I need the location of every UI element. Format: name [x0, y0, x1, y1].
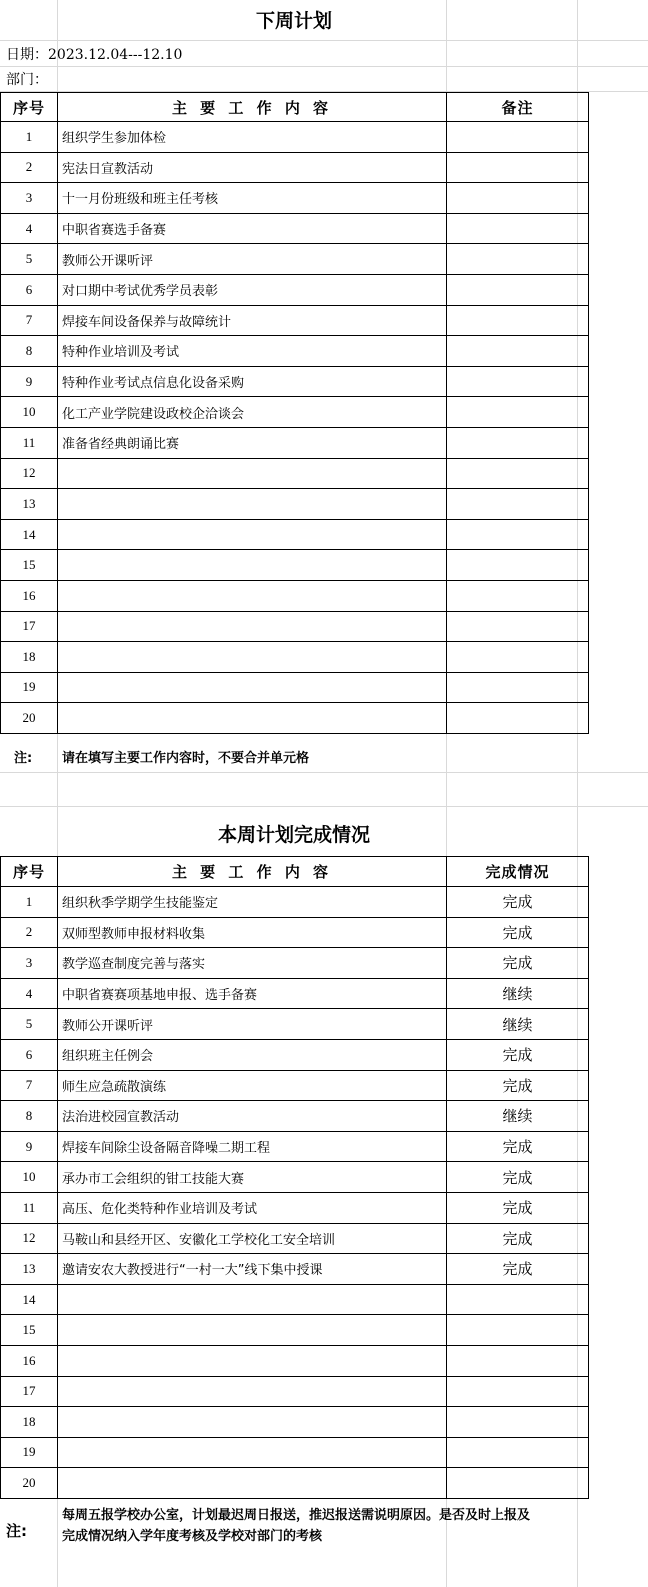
- row-number: 8: [1, 1101, 58, 1132]
- row-content: 双师型教师申报材料收集: [58, 917, 447, 948]
- row-content: 师生应急疏散演练: [58, 1070, 447, 1101]
- table-row: [1, 1039, 589, 1070]
- note-text: [62, 1505, 530, 1547]
- row-content: [58, 1315, 447, 1346]
- header-num: 序号: [1, 857, 58, 887]
- table-row: [1, 1192, 589, 1223]
- row-remark: [447, 703, 589, 734]
- row-status: 完成: [447, 1254, 589, 1285]
- row-number: 12: [1, 458, 58, 489]
- row-status: [447, 1376, 589, 1407]
- table-row: [1, 1101, 589, 1132]
- row-content: [58, 672, 447, 703]
- table-row: [1, 397, 589, 428]
- row-content: 马鞍山和县经开区、安徽化工学校化工安全培训: [58, 1223, 447, 1254]
- row-content: 对口期中考试优秀学员表彰: [58, 274, 447, 305]
- header-content: 主 要 工 作 内 容: [58, 93, 447, 122]
- row-remark: [447, 244, 589, 275]
- row-number: 2: [1, 917, 58, 948]
- table-row: [1, 1070, 589, 1101]
- row-number: 19: [1, 672, 58, 703]
- row-status: [447, 1315, 589, 1346]
- table-row: [1, 274, 589, 305]
- table-row: [1, 305, 589, 336]
- table-row: [1, 1315, 589, 1346]
- row-content: [58, 703, 447, 734]
- row-status: [447, 1437, 589, 1468]
- row-number: 20: [1, 1468, 58, 1499]
- table-row: [1, 1284, 589, 1315]
- table-row: [1, 642, 589, 673]
- row-content: [58, 580, 447, 611]
- row-number: 15: [1, 550, 58, 581]
- header-remark: 备注: [447, 93, 589, 122]
- table-row: [1, 917, 589, 948]
- row-number: 17: [1, 611, 58, 642]
- next-week-title: 下周计划: [255, 10, 332, 32]
- row-content: [58, 1407, 447, 1438]
- row-status: [447, 1345, 589, 1376]
- row-content: [58, 1376, 447, 1407]
- row-number: 9: [1, 366, 58, 397]
- row-remark: [447, 122, 589, 153]
- header-status: 完成情况: [447, 857, 589, 887]
- table-row: [1, 336, 589, 367]
- row-content: [58, 642, 447, 673]
- row-remark: [447, 489, 589, 520]
- row-number: 14: [1, 519, 58, 550]
- table-row: [1, 611, 589, 642]
- date-label: 日期：2023.12.04---12.10: [6, 47, 183, 63]
- row-number: 15: [1, 1315, 58, 1346]
- row-number: 1: [1, 887, 58, 918]
- row-number: 14: [1, 1284, 58, 1315]
- row-content: [58, 489, 447, 520]
- row-number: 12: [1, 1223, 58, 1254]
- note-label: 注:: [14, 751, 33, 766]
- row-number: 11: [1, 427, 58, 458]
- row-number: 18: [1, 1407, 58, 1438]
- row-status: 完成: [447, 1070, 589, 1101]
- this-week-table: [0, 856, 589, 1499]
- row-number: 10: [1, 1162, 58, 1193]
- table-row: [1, 458, 589, 489]
- table-row: [1, 887, 589, 918]
- row-number: 16: [1, 580, 58, 611]
- row-remark: [447, 274, 589, 305]
- table-row: [1, 152, 589, 183]
- table-row: [1, 978, 589, 1009]
- row-remark: [447, 213, 589, 244]
- table-row: [1, 1407, 589, 1438]
- row-remark: [447, 642, 589, 673]
- row-status: 完成: [447, 887, 589, 918]
- row-number: 2: [1, 152, 58, 183]
- row-status: [447, 1284, 589, 1315]
- row-content: [58, 611, 447, 642]
- row-number: 6: [1, 274, 58, 305]
- row-number: 11: [1, 1192, 58, 1223]
- row-content: 中职省赛选手备赛: [58, 213, 447, 244]
- row-number: 7: [1, 1070, 58, 1101]
- row-content: 焊接车间设备保养与故障统计: [58, 305, 447, 336]
- row-number: 10: [1, 397, 58, 428]
- row-content: 组织班主任例会: [58, 1039, 447, 1070]
- header-num: 序号: [1, 93, 58, 122]
- row-number: 20: [1, 703, 58, 734]
- table-row: [1, 1131, 589, 1162]
- row-status: 继续: [447, 978, 589, 1009]
- row-remark: [447, 366, 589, 397]
- row-number: 16: [1, 1345, 58, 1376]
- row-content: 组织秋季学期学生技能鉴定: [58, 887, 447, 918]
- row-number: 7: [1, 305, 58, 336]
- row-content: 法治进校园宣教活动: [58, 1101, 447, 1132]
- note-label: 注:: [6, 1522, 27, 1540]
- this-week-title: 本周计划完成情况: [217, 824, 370, 846]
- row-number: 5: [1, 244, 58, 275]
- table-row: [1, 1009, 589, 1040]
- row-remark: [447, 183, 589, 214]
- row-content: 特种作业培训及考试: [58, 336, 447, 367]
- row-number: 13: [1, 489, 58, 520]
- row-content: [58, 1284, 447, 1315]
- table-row: [1, 1223, 589, 1254]
- row-status: 完成: [447, 1039, 589, 1070]
- row-number: 1: [1, 122, 58, 153]
- row-content: [58, 519, 447, 550]
- department-label: 部门：: [6, 72, 48, 88]
- row-status: 继续: [447, 1009, 589, 1040]
- table-row: [1, 948, 589, 979]
- row-content: 教师公开课听评: [58, 1009, 447, 1040]
- header-content: 主 要 工 作 内 容: [58, 857, 447, 887]
- table-row: [1, 519, 589, 550]
- table-row: [1, 580, 589, 611]
- row-content: [58, 1437, 447, 1468]
- row-status: [447, 1468, 589, 1499]
- row-content: [58, 1345, 447, 1376]
- row-number: 3: [1, 948, 58, 979]
- row-number: 18: [1, 642, 58, 673]
- row-content: 特种作业考试点信息化设备采购: [58, 366, 447, 397]
- row-status: 完成: [447, 1192, 589, 1223]
- row-remark: [447, 519, 589, 550]
- row-content: 承办市工会组织的钳工技能大赛: [58, 1162, 447, 1193]
- row-content: 宪法日宣教活动: [58, 152, 447, 183]
- row-remark: [447, 336, 589, 367]
- note-text: 请在填写主要工作内容时，不要合并单元格: [62, 751, 310, 766]
- row-number: 5: [1, 1009, 58, 1040]
- table-row: [1, 672, 589, 703]
- row-number: 8: [1, 336, 58, 367]
- table-row: [1, 183, 589, 214]
- row-status: 完成: [447, 917, 589, 948]
- table-row: [1, 1437, 589, 1468]
- row-number: 9: [1, 1131, 58, 1162]
- row-content: 化工产业学院建设政校企洽谈会: [58, 397, 447, 428]
- row-remark: [447, 611, 589, 642]
- row-content: 教学巡查制度完善与落实: [58, 948, 447, 979]
- row-remark: [447, 550, 589, 581]
- row-number: 13: [1, 1254, 58, 1285]
- row-number: 4: [1, 213, 58, 244]
- row-content: 十一月份班级和班主任考核: [58, 183, 447, 214]
- table-row: [1, 703, 589, 734]
- row-status: 完成: [447, 1131, 589, 1162]
- row-content: [58, 1468, 447, 1499]
- table-row: [1, 489, 589, 520]
- row-content: [58, 550, 447, 581]
- row-status: 完成: [447, 948, 589, 979]
- note-line: 每周五报学校办公室，计划最迟周日报送，推迟报送需说明原因。是否及时上报及: [62, 1508, 531, 1523]
- row-remark: [447, 427, 589, 458]
- table-header: [1, 93, 589, 122]
- row-content: 准备省经典朗诵比赛: [58, 427, 447, 458]
- table-row: [1, 366, 589, 397]
- row-number: 17: [1, 1376, 58, 1407]
- row-remark: [447, 152, 589, 183]
- row-status: [447, 1407, 589, 1438]
- table-row: [1, 427, 589, 458]
- table-row: [1, 1254, 589, 1285]
- row-remark: [447, 672, 589, 703]
- table-row: [1, 1162, 589, 1193]
- row-number: 4: [1, 978, 58, 1009]
- table-row: [1, 213, 589, 244]
- row-number: 3: [1, 183, 58, 214]
- row-remark: [447, 580, 589, 611]
- row-content: 邀请安农大教授进行“一村一大”线下集中授课: [58, 1254, 447, 1285]
- row-remark: [447, 458, 589, 489]
- row-status: 完成: [447, 1162, 589, 1193]
- table-row: [1, 244, 589, 275]
- table-row: [1, 550, 589, 581]
- row-content: 组织学生参加体检: [58, 122, 447, 153]
- row-remark: [447, 305, 589, 336]
- table-row: [1, 1376, 589, 1407]
- row-content: 高压、危化类特种作业培训及考试: [58, 1192, 447, 1223]
- row-remark: [447, 397, 589, 428]
- next-week-table: [0, 92, 589, 734]
- row-number: 6: [1, 1039, 58, 1070]
- row-content: 教师公开课听评: [58, 244, 447, 275]
- table-row: [1, 1345, 589, 1376]
- row-status: 继续: [447, 1101, 589, 1132]
- table-row: [1, 122, 589, 153]
- table-row: [1, 1468, 589, 1499]
- row-content: [58, 458, 447, 489]
- row-content: 中职省赛赛项基地申报、选手备赛: [58, 978, 447, 1009]
- row-status: 完成: [447, 1223, 589, 1254]
- row-content: 焊接车间除尘设备隔音降噪二期工程: [58, 1131, 447, 1162]
- note-line: 完成情况纳入学年度考核及学校对部门的考核: [62, 1529, 323, 1544]
- table-header: [1, 857, 589, 887]
- row-number: 19: [1, 1437, 58, 1468]
